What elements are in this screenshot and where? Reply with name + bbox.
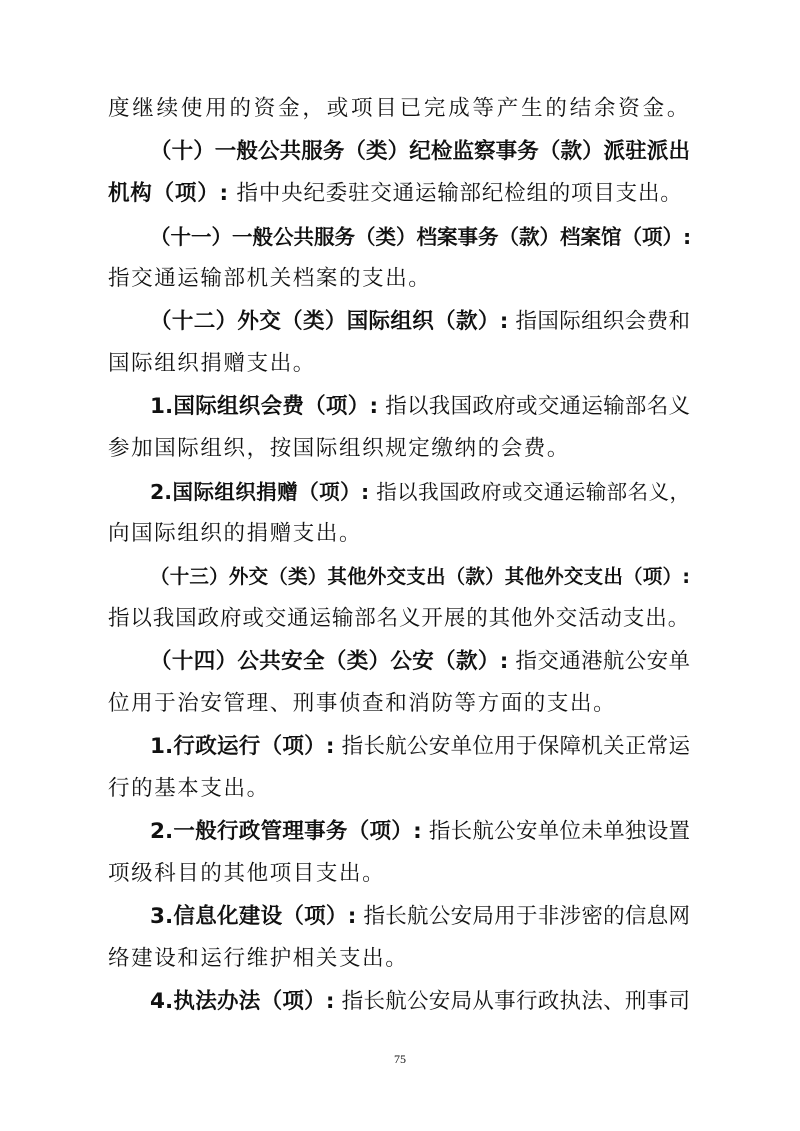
text-line: 指交通运输部机关档案的支出。	[108, 266, 432, 291]
item-line: 4.执法办法（项）: 指长航公安局从事行政执法、刑事司	[150, 989, 690, 1014]
item-line: 2.国际组织捐赠（项）: 指以我国政府或交通运输部名义，	[150, 480, 691, 504]
text-line: 位用于治安管理、刑事侦查和消防等方面的支出。	[108, 691, 617, 716]
text-line: 络建设和运行维护相关支出。	[108, 946, 409, 971]
text-line: 向国际组织的捐赠支出。	[108, 521, 363, 546]
item-line: 3.信息化建设（项）: 指长航公安局用于非涉密的信息网	[150, 904, 690, 929]
text-line: 机构（项）: 指中央纪委驻交通运输部纪检组的项目支出。	[108, 181, 683, 206]
text-line: 行的基本支出。	[108, 776, 270, 801]
heading-line: （十一）一般公共服务（类）档案事务（款）档案馆（项）:	[150, 225, 692, 249]
text-line: 指以我国政府或交通运输部名义开展的其他外交活动支出。	[108, 606, 690, 631]
heading-line: （十）一般公共服务（类）纪检监察事务（款）派驻派出	[150, 139, 690, 164]
text-line: 参加国际组织，按国际组织规定缴纳的会费。	[108, 436, 571, 461]
item-line: 1.行政运行（项）: 指长航公安单位用于保障机关正常运	[150, 734, 690, 759]
item-line: 1.国际组织会费（项）: 指以我国政府或交通运输部名义	[150, 394, 690, 419]
heading-line: （十四）公共安全（类）公安（款）: 指交通港航公安单	[150, 649, 690, 674]
heading-line: （十三）外交（类）其他外交支出（款）其他外交支出（项）:	[150, 565, 690, 588]
page-number: 75	[394, 1052, 406, 1066]
text-line: 项级科目的其他项目支出。	[108, 861, 386, 886]
text-line: 国际组织捐赠支出。	[108, 351, 316, 376]
text-line: 度继续使用的资金，或项目已完成等产生的结余资金。	[108, 96, 690, 121]
heading-line: （十二）外交（类）国际组织（款）: 指国际组织会费和	[150, 309, 690, 334]
item-line: 2.一般行政管理事务（项）: 指长航公安单位未单独设置	[150, 819, 690, 844]
